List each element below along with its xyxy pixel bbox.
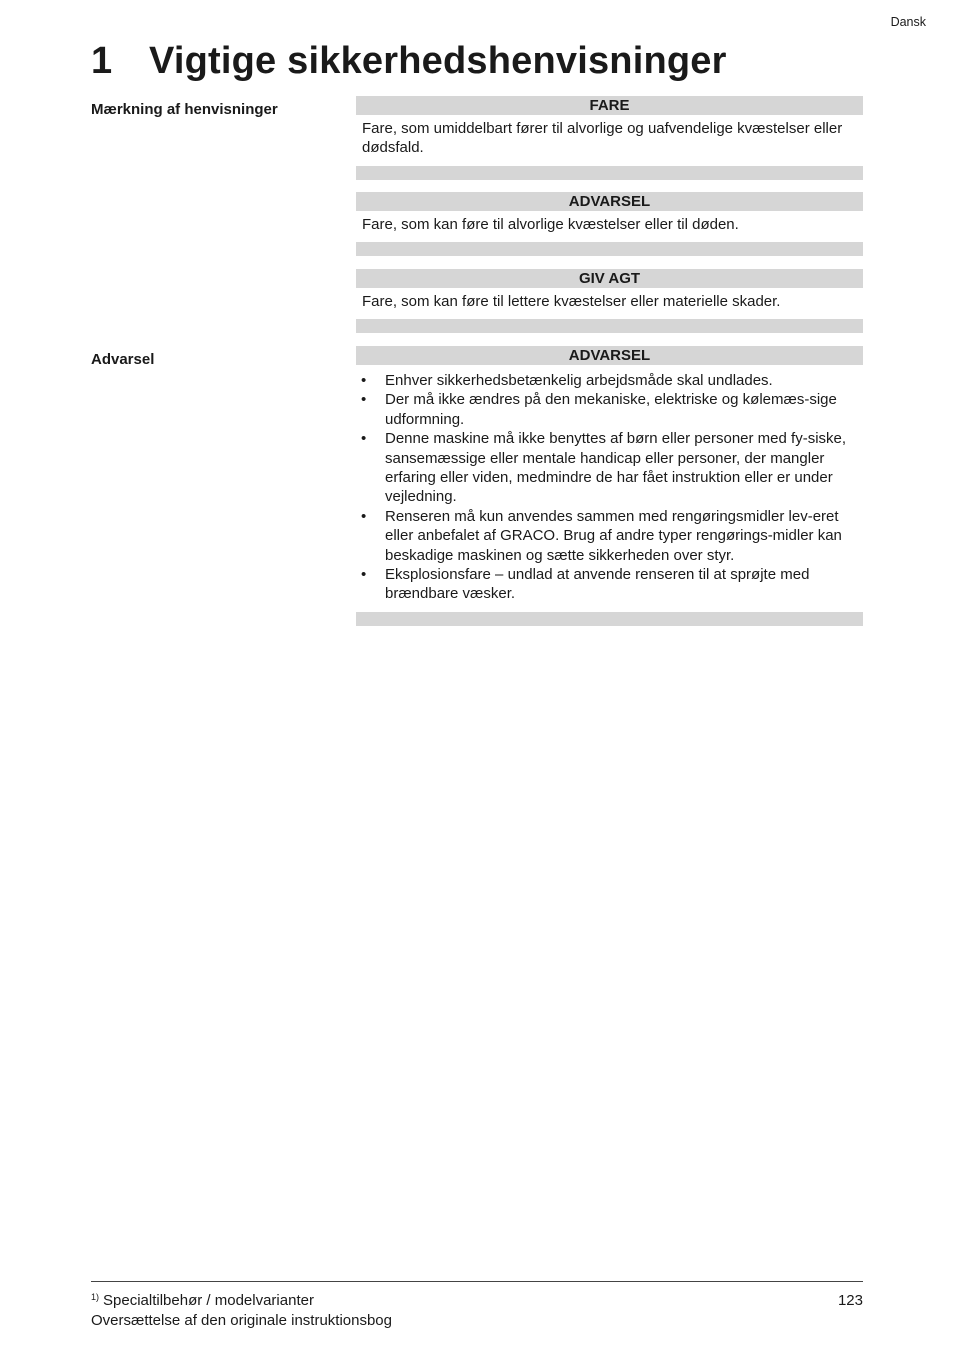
chapter-heading (91, 40, 727, 83)
notice-box-danger (356, 96, 863, 180)
notice-text: Fare, som kan føre til alvorlige kvæstelser eller til døden. (362, 216, 739, 233)
bullet: • (361, 391, 367, 409)
list-item-text: Der må ikke ændres på den mekaniske, elektriske og kølemæs-sige udformning. (385, 391, 837, 428)
notice-box-caution (356, 269, 863, 333)
language-label: Dansk (890, 15, 926, 29)
list-item (356, 507, 863, 565)
warning-heading: ADVARSEL (356, 346, 863, 365)
notice-heading: FARE (356, 96, 863, 115)
warning-box (356, 346, 863, 626)
warning-body (356, 365, 863, 608)
list-item-text: Eksplosionsfare – undlad at anvende renseren til at sprøjte med brændbare væsker. (385, 566, 810, 603)
notice-box-warning (356, 192, 863, 256)
warning-footer-bar (356, 612, 863, 626)
notice-footer-bar (356, 242, 863, 256)
footnote-text: Specialtilbehør / modelvarianter (103, 1292, 314, 1309)
list-item (356, 371, 863, 390)
bullet: • (361, 507, 367, 525)
notice-text: Fare, som umiddelbart fører til alvorlige og uafvendelige kvæstelser eller dødsfald. (362, 120, 843, 157)
chapter-title: Vigtige sikkerhedshenvisninger (149, 40, 727, 82)
bullet: • (361, 566, 367, 584)
notice-heading: GIV AGT (356, 269, 863, 288)
section-label-warning: Advarsel (91, 351, 155, 368)
chapter-number: 1 (91, 40, 113, 82)
list-item-text: Renseren må kun anvendes sammen med rengøringsmidler lev-eret eller anbefalet af GRACO. Brug af andre typer rengørings-midler kan beskadige maskinen og sætte sikkerheden over styr. (385, 507, 842, 564)
page-number: 123 (837, 1292, 863, 1309)
footer-divider (91, 1281, 863, 1282)
notice-text: Fare, som kan føre til lettere kvæstelser eller materielle skader. (362, 293, 781, 310)
warning-list (356, 369, 863, 604)
notice-heading: ADVARSEL (356, 192, 863, 211)
notice-footer-bar (356, 319, 863, 333)
list-item-text: Denne maskine må ikke benyttes af børn eller personer med fy-siske, sansemæssige eller mentale handicap eller personer, der mangler erfaring eller viden, medmindre de har fået instruktion eller er under vejledning. (385, 430, 847, 506)
footnote (91, 1292, 314, 1309)
bullet: • (361, 430, 367, 448)
list-item (356, 390, 863, 429)
notice-footer-bar (356, 166, 863, 180)
section-label-notice-marking: Mærkning af henvisninger (91, 101, 278, 118)
list-item (356, 429, 863, 507)
footnote-marker: 1) (91, 1292, 100, 1302)
footer-subtitle: Oversættelse af den originale instruktionsbog (91, 1312, 392, 1329)
bullet: • (361, 372, 367, 389)
list-item-text: Enhver sikkerhedsbetænkelig arbejdsmåde skal undlades. (385, 372, 773, 389)
list-item (356, 565, 863, 604)
